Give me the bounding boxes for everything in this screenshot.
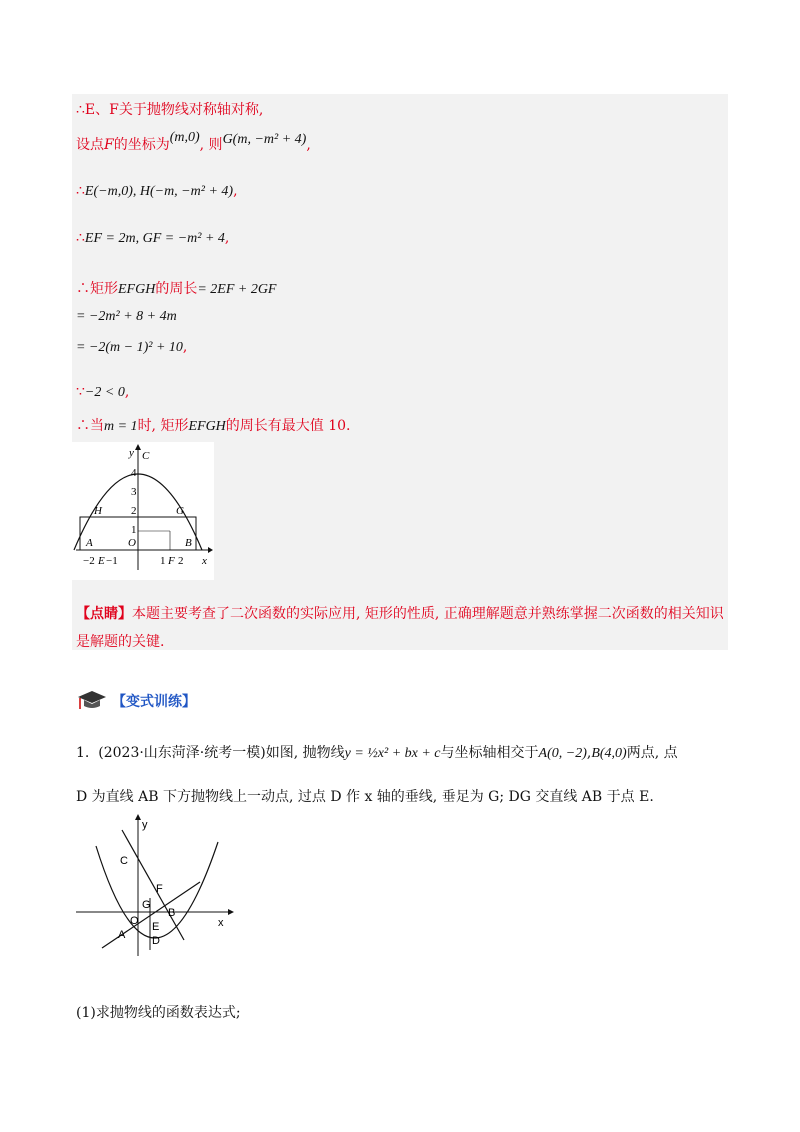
label-x: x <box>218 917 224 929</box>
text: 的周长有最大值 10. <box>225 418 351 434</box>
tick-2: 2 <box>131 505 137 517</box>
math-expression: = −2m² + 8 + 4m <box>76 309 177 324</box>
math-expression: A(0, −2) <box>538 746 587 761</box>
key-point-comment <box>76 600 724 656</box>
parabola-rectangle-figure <box>72 442 214 580</box>
label-f: F <box>156 883 163 895</box>
text: F <box>104 137 114 153</box>
math-expression: = 2EF + 2GF <box>197 282 277 297</box>
tick-2-x: 2 <box>178 555 184 567</box>
tick-1: 1 <box>131 524 137 536</box>
solution-line-7 <box>76 339 187 356</box>
text: 的周长 <box>155 281 198 297</box>
graduation-cap-icon <box>76 689 106 713</box>
tick-1-x: 1 <box>160 555 166 567</box>
text: ∴ <box>76 183 85 199</box>
math-expression: = −2(m − 1)² + 10 <box>76 340 183 355</box>
label-a: A <box>86 537 93 549</box>
question-1 <box>76 1002 241 1022</box>
text: 两点, 点 <box>626 745 678 761</box>
label-b: B <box>185 537 192 549</box>
text: , <box>182 339 188 355</box>
label-c: C <box>120 855 128 867</box>
text: ∴E、F关于抛物线对称轴对称, <box>76 102 264 118</box>
figure-1-svg <box>72 442 214 580</box>
text: 设点 <box>76 137 104 153</box>
x-axis-arrow <box>208 547 213 553</box>
text: 与坐标轴相交于 <box>440 745 539 761</box>
math-expression: y = ½x² + bx + c <box>344 746 441 761</box>
tick-3: 3 <box>131 486 137 498</box>
solution-line-4 <box>76 230 229 247</box>
y-axis-arrow <box>135 814 141 820</box>
section-header <box>76 689 196 713</box>
text: ∴矩形 <box>76 281 118 297</box>
label-x: x <box>202 555 207 567</box>
math-expression: m = 1 <box>104 419 138 434</box>
math-expression: EFGH <box>188 419 226 434</box>
text: ∴当 <box>76 418 104 434</box>
solution-line-9 <box>76 415 351 435</box>
tick-neg2: −2 <box>83 555 95 567</box>
text: D 为直线 AB 下方抛物线上一动点, 过点 D 作 x 轴的垂线, 垂足为 G; DG 交直线 AB 于点 E. <box>76 789 654 805</box>
figure-2-svg <box>72 812 240 958</box>
label-g: G <box>176 505 184 517</box>
math-expression: B(4,0) <box>591 746 627 761</box>
text: , <box>306 137 311 153</box>
x-axis-arrow <box>228 909 234 915</box>
math-expression: EF = 2m, GF = −m² + 4 <box>84 231 225 246</box>
solution-line-1 <box>76 99 263 119</box>
text: (1)求抛物线的函数表达式; <box>76 1005 241 1021</box>
tick-4: 4 <box>131 467 137 479</box>
label-o: O <box>130 915 139 927</box>
section-title: 【变式训练】 <box>112 694 196 710</box>
label-d: D <box>152 935 160 947</box>
solution-line-6 <box>76 308 177 325</box>
y-axis-arrow <box>135 444 141 450</box>
text: ∵ <box>76 384 85 400</box>
text: 的坐标为 <box>113 137 170 153</box>
text: ∴ <box>76 230 85 246</box>
label-h: H <box>94 505 102 517</box>
label-a: A <box>118 929 126 941</box>
text: , <box>586 745 592 761</box>
label-f: F <box>168 555 175 567</box>
math-expression: (m,0) <box>169 130 200 145</box>
text: , 则 <box>199 137 223 153</box>
solution-line-2 <box>76 130 311 154</box>
label-g: G <box>142 899 151 911</box>
problem-figure <box>72 812 240 958</box>
text: 时, 矩形 <box>137 418 189 434</box>
label-y: y <box>142 819 148 831</box>
text: , <box>124 384 130 400</box>
math-expression: −2 < 0 <box>84 385 125 400</box>
problem-line-1 <box>76 742 678 762</box>
label-e: E <box>98 555 105 567</box>
solution-line-3 <box>76 183 238 200</box>
label-b: B <box>168 907 176 919</box>
text: 如图, 抛物线 <box>265 745 345 761</box>
solution-line-8 <box>76 384 129 401</box>
label-c: C <box>142 450 150 462</box>
comment-text: 本题主要考查了二次函数的实际应用, 矩形的性质, 正确理解题意并熟练掌握二次函数的相关知识是解题的关键. <box>76 606 724 650</box>
math-expression: G(m, −m² + 4) <box>222 132 307 147</box>
text: , <box>224 230 230 246</box>
problem-source: (2023·山东菏泽·统考一模) <box>98 745 266 761</box>
label-y: y <box>129 447 134 459</box>
math-expression: E(−m,0), H(−m, −m² + 4) <box>84 184 234 199</box>
comment-tag: 【点睛】 <box>76 606 132 622</box>
problem-number: 1. <box>76 745 90 761</box>
problem-line-2 <box>76 786 654 806</box>
math-expression: EFGH <box>118 282 156 297</box>
tick-neg1: −1 <box>106 555 118 567</box>
text: , <box>233 183 238 199</box>
solution-line-5 <box>76 278 277 298</box>
label-o: O <box>128 537 136 549</box>
label-e: E <box>152 921 160 933</box>
